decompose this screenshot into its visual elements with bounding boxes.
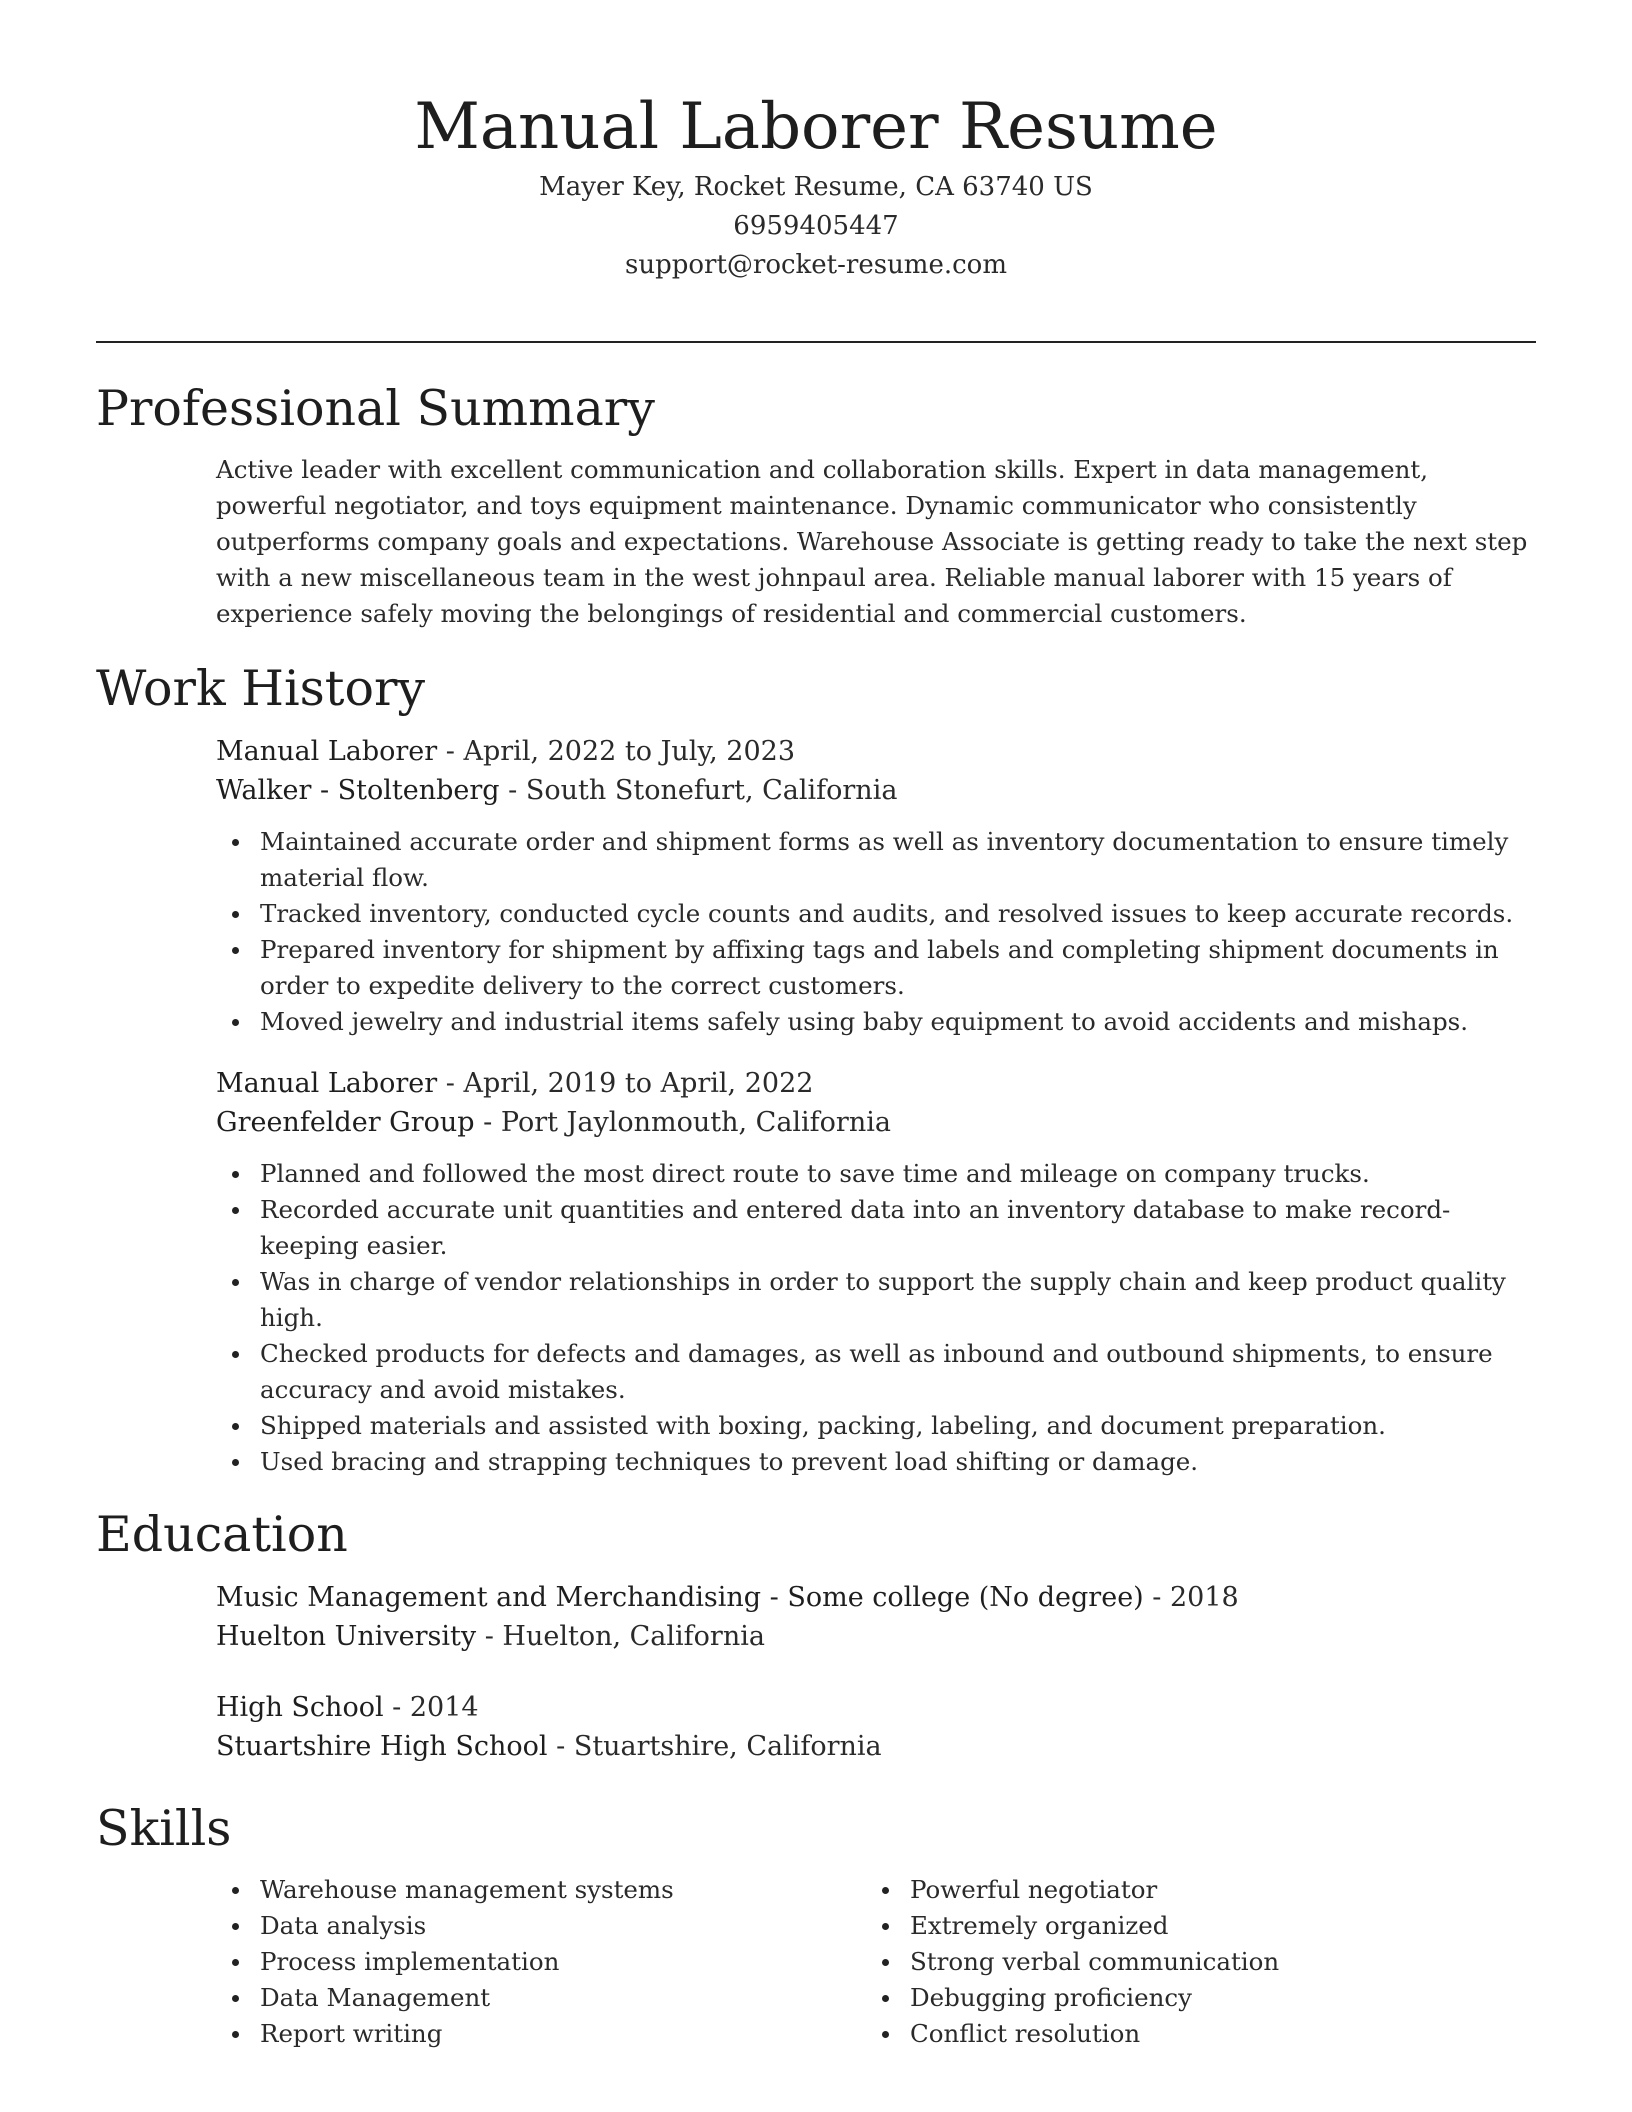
list-item: Data analysis: [216, 1908, 866, 1944]
education-entry: [216, 1578, 1536, 1656]
list-item: Maintained accurate order and shipment forms as well as inventory documentation to ensure timely material flow.: [216, 824, 1536, 896]
education-degree: High School: [216, 1692, 384, 1723]
list-item: Conflict resolution: [866, 2016, 1516, 2052]
job-company-line: [216, 771, 1536, 810]
list-item: Tracked inventory, conducted cycle counts and audits, and resolved issues to keep accurate records.: [216, 896, 1536, 932]
education-school-line: [216, 1727, 1536, 1766]
education-year: - 2018: [1143, 1582, 1239, 1613]
job-entry: [216, 732, 1536, 1040]
education-section: [96, 1504, 1536, 1766]
resume-body: [96, 378, 1536, 2052]
education-school-line: [216, 1617, 1536, 1656]
job-bullets: [216, 1156, 1536, 1480]
work-history-heading: Work History: [96, 660, 426, 717]
skills-columns: [216, 1872, 1536, 2052]
education-degree-line: [216, 1688, 1536, 1727]
skills-list-right: [866, 1872, 1516, 2052]
resume-header: [0, 0, 1632, 285]
list-item: Used bracing and strapping techniques to prevent load shifting or damage.: [216, 1444, 1536, 1480]
job-title-line: [216, 732, 1536, 771]
page-title: Manual Laborer Resume: [414, 90, 1218, 164]
header-divider: [96, 341, 1536, 343]
education-degree: Music Management and Merchandising - Some college (No degree): [216, 1582, 1144, 1613]
education-year: - 2014: [383, 1692, 479, 1723]
list-item: Powerful negotiator: [866, 1872, 1516, 1908]
education-location: - Stuartshire, California: [547, 1731, 882, 1762]
education-degree-line: [216, 1578, 1536, 1617]
education-heading: Education: [96, 1506, 348, 1563]
list-item: Debugging proficiency: [866, 1980, 1516, 2016]
summary-heading: Professional Summary: [96, 380, 655, 437]
job-dates: - April, 2019 to April, 2022: [437, 1068, 814, 1099]
list-item: Was in charge of vendor relationships in order to support the supply chain and keep product quality high.: [216, 1264, 1536, 1336]
list-item: Prepared inventory for shipment by affixing tags and labels and completing shipment documents in order to expedite delivery to the correct customers.: [216, 932, 1536, 1004]
education-school: Huelton University: [216, 1621, 477, 1652]
job-title: Manual Laborer: [216, 736, 438, 767]
list-item: Planned and followed the most direct route to save time and mileage on company trucks.: [216, 1156, 1536, 1192]
skills-list-left: [216, 1872, 866, 2052]
list-item: Recorded accurate unit quantities and entered data into an inventory database to make record-keeping easier.: [216, 1192, 1536, 1264]
education-location: - Huelton, California: [476, 1621, 765, 1652]
contact-email: support@rocket-resume.com: [624, 250, 1007, 280]
list-item: Shipped materials and assisted with boxing, packing, labeling, and document preparation.: [216, 1408, 1536, 1444]
job-location: - South Stonefurt, California: [499, 775, 898, 806]
list-item: Extremely organized: [866, 1908, 1516, 1944]
job-dates: - April, 2022 to July, 2023: [437, 736, 795, 767]
contact-address: Mayer Key, Rocket Resume, CA 63740 US: [539, 172, 1093, 202]
education-entry: [216, 1688, 1536, 1766]
work-history-section: [96, 658, 1536, 1480]
job-company: Greenfelder Group: [216, 1107, 475, 1138]
job-bullets: [216, 824, 1536, 1040]
job-company-line: [216, 1103, 1536, 1142]
list-item: Checked products for defects and damages, as well as inbound and outbound shipments, to ensure accuracy and avoid mistakes.: [216, 1336, 1536, 1408]
job-entry: [216, 1064, 1536, 1480]
summary-text: Active leader with excellent communication and collaboration skills. Expert in data management, powerful negotiator, and toys equipment maintenance. Dynamic communicator who consistently outperforms company goals and expectations. Warehouse Associate is getting ready to take the next step with a new miscellaneous team in the west johnpaul area. Reliable manual laborer with 15 years of experience safely moving the belongings of residential and commercial customers.: [216, 455, 1528, 628]
job-company: Walker - Stoltenberg: [216, 775, 500, 806]
contact-phone: 6959405447: [733, 211, 899, 241]
list-item: Report writing: [216, 2016, 866, 2052]
skills-section: [96, 1798, 1536, 2052]
list-item: Moved jewelry and industrial items safely using baby equipment to avoid accidents and mishaps.: [216, 1004, 1536, 1040]
list-item: Data Management: [216, 1980, 866, 2016]
list-item: Process implementation: [216, 1944, 866, 1980]
summary-section: [96, 378, 1536, 632]
education-school: Stuartshire High School: [216, 1731, 548, 1762]
job-location: - Port Jaylonmouth, California: [474, 1107, 891, 1138]
list-item: Warehouse management systems: [216, 1872, 866, 1908]
list-item: Strong verbal communication: [866, 1944, 1516, 1980]
job-title: Manual Laborer: [216, 1068, 438, 1099]
skills-heading: Skills: [96, 1800, 232, 1857]
job-title-line: [216, 1064, 1536, 1103]
